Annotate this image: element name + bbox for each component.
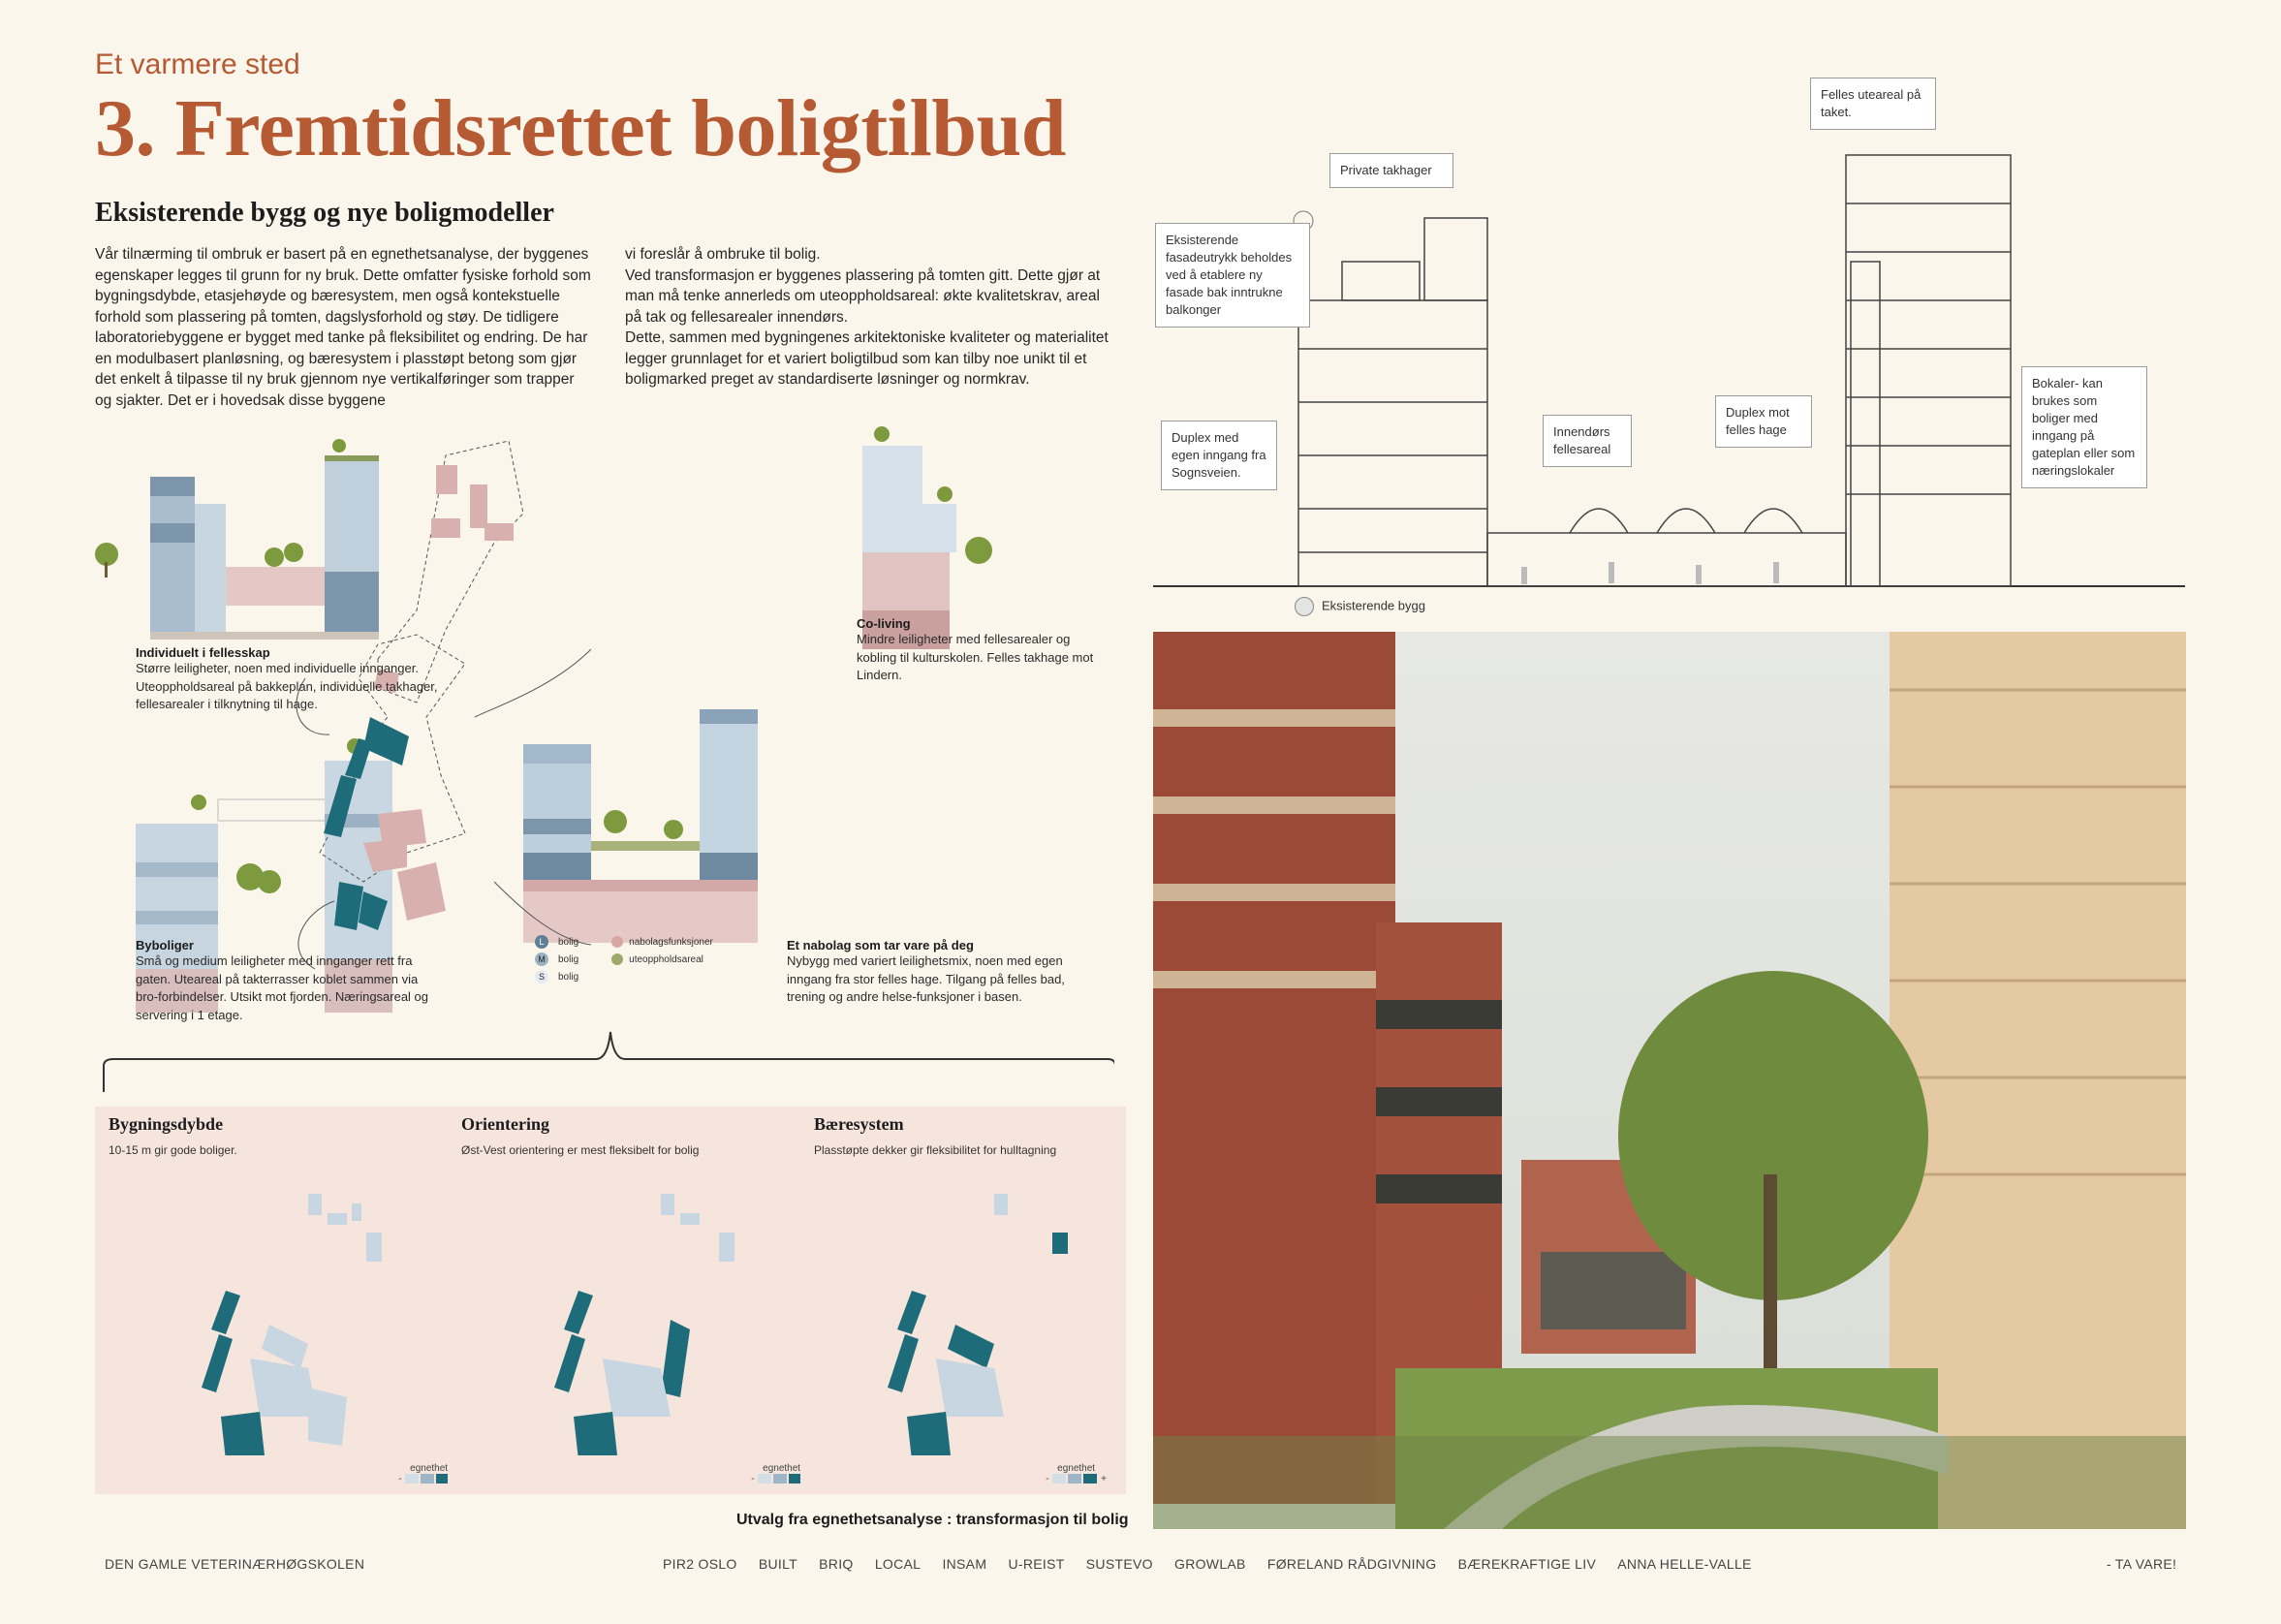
legend-func2: uteoppholdsareal <box>629 954 703 965</box>
callout-duplex-sognsveien: Duplex med egen inngang fra Sognsveien. <box>1161 421 1277 490</box>
typology-text: Nybygg med variert leilighetsmix, noen med egen inngang fra stor felles hage. Tilgang på felles bad, trening og andre helse-funksjoner i basen. <box>787 953 1065 1004</box>
section-drawing <box>1153 58 2190 601</box>
subheading: Eksisterende bygg og nye boligmodeller <box>95 198 554 228</box>
courtyard-rendering <box>1153 632 2186 1529</box>
panel-text: 10-15 m gir gode boliger. <box>109 1143 237 1157</box>
legend-label: bolig <box>558 954 579 965</box>
legend-swatch-pink <box>611 936 623 948</box>
intro-col2-c: Dette, sammen med bygningenes arkitektoniske kvaliteter og materialitet legger grunnlaget for et variert boligtilbud som kan tilby noe unikt til et boligmarked preget av standardiserte løsninger og normkrav. <box>625 329 1109 388</box>
egnethet-swatch <box>1068 1474 1081 1483</box>
intro-col2 <box>625 244 1109 390</box>
footer-credits <box>663 1556 1769 1572</box>
intro-col2-a: vi foreslår å ombruke til bolig. <box>625 246 821 263</box>
panel-map <box>172 1165 424 1455</box>
illustration-nabolag <box>523 709 758 943</box>
panel-baeresystem <box>800 1107 1126 1494</box>
egnethet-minus: - <box>398 1474 402 1484</box>
intro-col2-b: Ved transformasjon er byggenes plassering på tomten gitt. Dette gjør at man må tenke annerleds om uteoppholdsareal: økte kvalitetskrav, areal på tak og fellesarealer innendørs. <box>625 266 1101 326</box>
footer-left: DEN GAMLE VETERINÆRHØGSKOLEN <box>105 1556 365 1572</box>
egnethet-swatch <box>405 1474 419 1483</box>
credit: U-REIST <box>1008 1556 1065 1572</box>
legend-badge: S <box>535 970 548 984</box>
credit: BRIQ <box>819 1556 854 1572</box>
panel-title: Bæresystem <box>814 1114 904 1134</box>
credit: BUILT <box>758 1556 797 1572</box>
egnethet-swatch <box>421 1474 434 1483</box>
panel-bygningsdybde <box>95 1107 479 1494</box>
typology-nabolag <box>787 938 1097 1007</box>
egnethet-swatch <box>1052 1474 1066 1483</box>
callout-innendors: Innendørs fellesareal <box>1543 415 1632 467</box>
legend <box>535 934 713 986</box>
credit: BÆREKRAFTIGE LIV <box>1457 1556 1597 1572</box>
typology-text: Mindre leiligheter med fellesarealer og kobling til kulturskolen. Felles takhage mot Lindern. <box>857 632 1094 682</box>
credit: FØRELAND RÅDGIVNING <box>1266 1556 1437 1572</box>
section-legend-label: Eksisterende bygg <box>1322 598 1425 613</box>
credit: LOCAL <box>874 1556 922 1572</box>
egnethet-swatch <box>1083 1474 1097 1483</box>
legend-item <box>535 934 713 952</box>
callout-private-takhager: Private takhager <box>1329 153 1453 188</box>
egnethet-swatch <box>773 1474 787 1483</box>
typology-text: Større leiligheter, noen med individuelle innganger. Uteoppholdsareal på bakkeplan, individuelle takhager, fellesarealer i tilknytning til hage. <box>136 661 438 711</box>
typology-title: Byboliger <box>136 938 194 953</box>
credit: INSAM <box>942 1556 987 1572</box>
legend-item <box>535 952 713 969</box>
legend-label: bolig <box>558 937 579 948</box>
typology-byboliger <box>136 938 441 1024</box>
panel-map <box>525 1165 777 1455</box>
legend-func1: nabolagsfunksjoner <box>629 937 713 948</box>
typology-individuelt <box>136 645 455 714</box>
legend-badge: M <box>535 953 548 966</box>
egnethet-label: egnethet <box>410 1463 449 1474</box>
legend-badge: L <box>535 935 548 949</box>
egnethet-legend <box>1046 1463 1107 1484</box>
credit: GROWLAB <box>1174 1556 1246 1572</box>
footer-right: - TA VARE! <box>2107 1556 2177 1572</box>
illustration-individuelt <box>95 439 379 640</box>
typology-title: Et nabolag som tar vare på deg <box>787 938 974 953</box>
legend-item <box>535 969 713 986</box>
egnethet-minus: - <box>751 1474 755 1484</box>
typology-title: Individuelt i fellesskap <box>136 645 270 660</box>
legend-label: bolig <box>558 972 579 983</box>
legend-swatch-green <box>611 953 623 965</box>
callout-felles-uteareal: Felles uteareal på taket. <box>1810 78 1936 130</box>
panel-title: Orientering <box>461 1114 549 1134</box>
panel-text: Plasstøpte dekker gir fleksibilitet for hulltagning <box>814 1143 1057 1157</box>
egnethet-label: egnethet <box>1057 1463 1096 1474</box>
egnethet-label: egnethet <box>763 1463 801 1474</box>
bracket <box>102 1022 1114 1095</box>
credit: ANNA HELLE-VALLE <box>1617 1556 1752 1572</box>
egnethet-swatch <box>758 1474 771 1483</box>
callout-duplex-hage: Duplex mot felles hage <box>1715 395 1812 448</box>
analysis-caption: Utvalg fra egnethetsanalyse : transformasjon til bolig <box>736 1512 1129 1528</box>
callout-eksisterende-fasade: Eksisterende fasadeutrykk beholdes ved å etablere ny fasade bak inntrukne balkonger <box>1155 223 1310 328</box>
egnethet-plus: + <box>1101 1474 1107 1484</box>
page-title: 3. Fremtidsrettet boligtilbud <box>95 83 1066 173</box>
credit: PIR2 OSLO <box>663 1556 737 1572</box>
typology-coliving <box>857 616 1094 685</box>
panel-map <box>859 1165 1110 1455</box>
panel-text: Øst-Vest orientering er mest fleksibelt for bolig <box>461 1143 700 1157</box>
callout-bokaler: Bokaler- kan brukes som boliger med inngang på gateplan eller som næringslokaler <box>2021 366 2147 488</box>
intro-col1: Vår tilnærming til ombruk er basert på en egnethetsanalyse, der byggenes egenskaper legges til grunn for ny bruk. Dette omfatter fysiske forhold som bygningsdybde, etasjehøyde og bæresystem, men også kontekstuelle forhold som plassering på tomten, dagslysforhold og støy. De tidligere laboratoriebyggene er bygget med tanke på fleksibilitet og endring. De har en modulbasert planløsning, og bæresystem i plasstøpt betong som gjør det enkelt å tilpasse til ny bruk gjennom nye vertikalføringer som trapper og sjakter. Det er i hovedsak disse byggene <box>95 246 591 409</box>
existing-swatch <box>1295 597 1314 616</box>
egnethet-minus: - <box>1046 1474 1049 1484</box>
credit: SUSTEVO <box>1085 1556 1153 1572</box>
typology-text: Små og medium leiligheter med innganger rett fra gaten. Uteareal på takterrasser koblet sammen via bro-forbindelser. Utsikt mot fjorden. Næringsareal og servering i 1 etage. <box>136 953 429 1022</box>
panel-title: Bygningsdybde <box>109 1114 224 1134</box>
typology-title: Co-living <box>857 616 911 631</box>
panel-orientering <box>448 1107 831 1494</box>
section-legend <box>1295 597 1425 616</box>
kicker: Et varmere sted <box>95 48 300 80</box>
